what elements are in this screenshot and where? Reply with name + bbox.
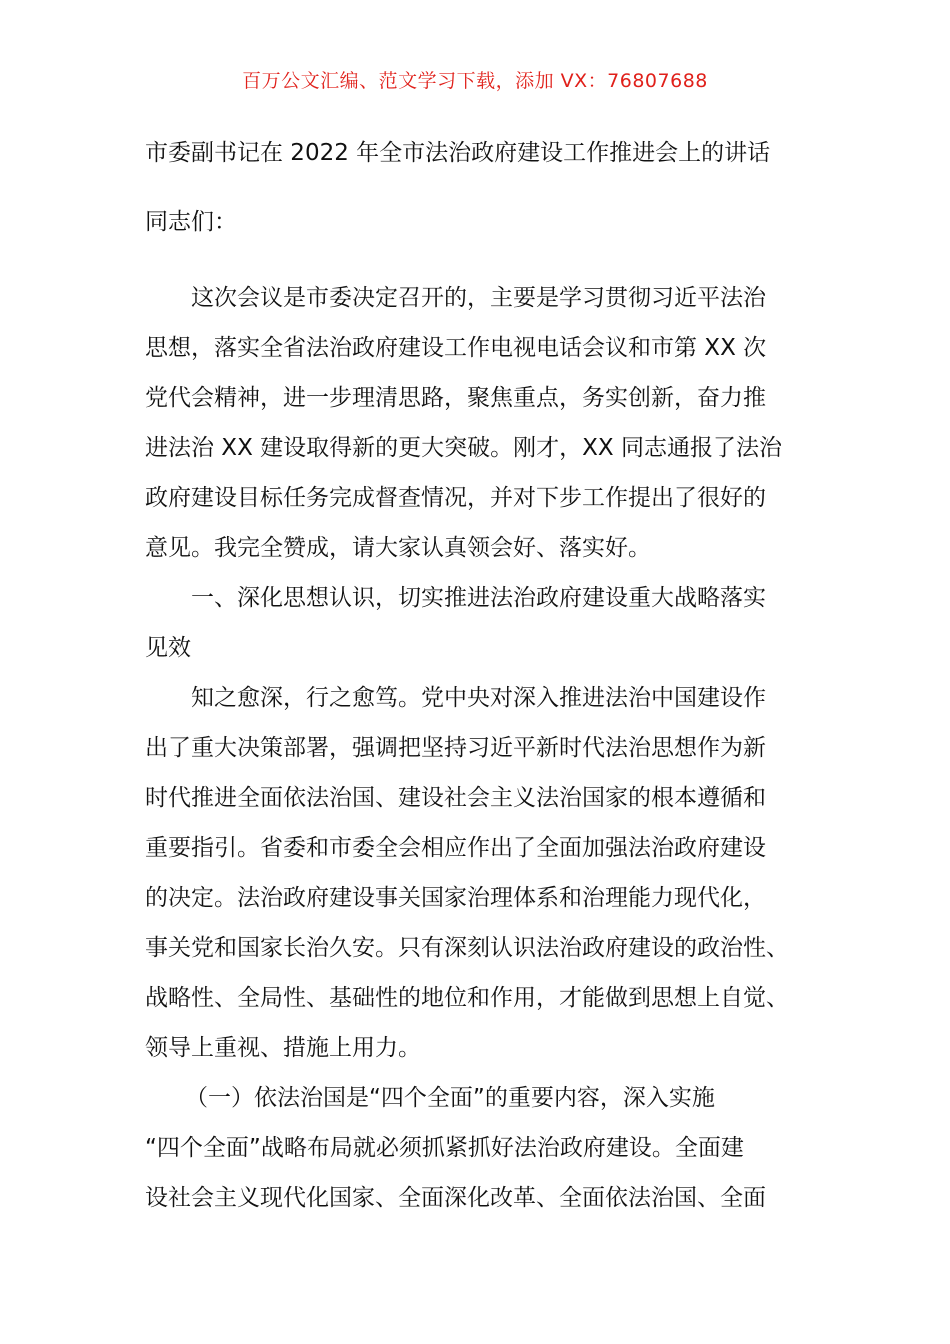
header-watermark-note: 百万公文汇编、范文学习下载，添加 VX：76807688 xyxy=(242,70,708,92)
body-line: 事关党和国家长治久安。只有深刻认识法治政府建设的政治性、 xyxy=(145,935,789,961)
body-line: 党代会精神，进一步理清思路，聚焦重点，务实创新，奋力推 xyxy=(145,385,766,411)
body-line: 战略性、全局性、基础性的地位和作用，才能做到思想上自觉、 xyxy=(145,985,789,1011)
body-line: 意见。我完全赞成，请大家认真领会好、落实好。 xyxy=(145,535,651,561)
section-heading-line: 一、深化思想认识，切实推进法治政府建设重大战略落实 xyxy=(191,585,766,611)
body-line: 知之愈深，行之愈笃。党中央对深入推进法治中国建设作 xyxy=(191,685,766,711)
body-line: 时代推进全面依法治国、建设社会主义法治国家的根本遵循和 xyxy=(145,785,766,811)
subsection-line: （一）依法治国是“四个全面”的重要内容，深入实施 xyxy=(185,1085,715,1111)
body-line: 进法治 XX 建设取得新的更大突破。刚才，XX 同志通报了法治 xyxy=(145,435,782,461)
body-line: 领导上重视、措施上用力。 xyxy=(145,1035,421,1061)
body-line: 重要指引。省委和市委全会相应作出了全面加强法治政府建设 xyxy=(145,835,766,861)
document-title: 市委副书记在 2022 年全市法治政府建设工作推进会上的讲话 xyxy=(145,140,771,166)
salutation: 同志们： xyxy=(145,209,237,235)
body-line: “四个全面”战略布局就必须抓紧抓好法治政府建设。全面建 xyxy=(145,1135,744,1161)
body-line: 政府建设目标任务完成督查情况，并对下步工作提出了很好的 xyxy=(145,485,766,511)
body-line: 出了重大决策部署，强调把坚持习近平新时代法治思想作为新 xyxy=(145,735,766,761)
body-line: 的决定。法治政府建设事关国家治理体系和治理能力现代化， xyxy=(145,885,766,911)
document-body xyxy=(145,281,835,1231)
body-line: 这次会议是市委决定召开的，主要是学习贯彻习近平法治 xyxy=(191,285,766,311)
body-line: 设社会主义现代化国家、全面深化改革、全面依法治国、全面 xyxy=(145,1185,766,1211)
body-line: 思想，落实全省法治政府建设工作电视电话会议和市第 XX 次 xyxy=(145,335,767,361)
section-heading-line: 见效 xyxy=(145,635,191,661)
